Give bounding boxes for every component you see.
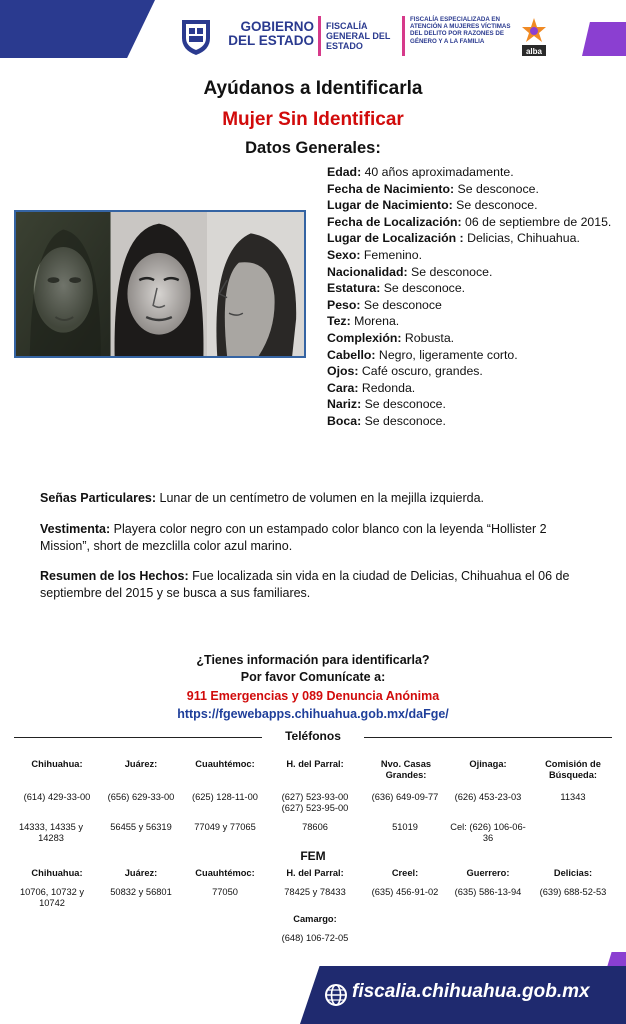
phone-header: Comisión de Búsqueda: <box>545 759 601 780</box>
phone-cell: 56455 y 56319 <box>110 822 172 832</box>
data-row-lugar-nacimiento <box>327 197 613 214</box>
phone-header: Juárez: <box>124 759 158 769</box>
data-value: 06 de septiembre de 2015. <box>461 214 612 229</box>
fem-cell: (639) 688-52-53 <box>539 887 607 897</box>
data-value: Se desconoce. <box>454 181 539 196</box>
fem-cell: (635) 586-13-94 <box>454 887 522 897</box>
data-label: Peso: <box>327 297 361 312</box>
phone-cell: 14333, 14335 y 14283 <box>18 822 84 843</box>
data-value: Se desconoce. <box>361 397 446 412</box>
general-data-list <box>327 164 613 430</box>
data-value: 40 años aproximadamente. <box>361 165 514 179</box>
report-url-link[interactable]: https://fgewebapps.chihuahua.gob.mx/daFge/ <box>177 707 449 721</box>
data-value: Se desconoce <box>360 297 442 312</box>
resumen-label: Resumen de los Hechos: <box>40 569 189 583</box>
data-value: Se desconoce. <box>407 264 493 279</box>
fem-header: H. del Parral: <box>286 868 344 878</box>
gov-title: GOBIERNO DEL ESTADO <box>228 19 314 48</box>
data-row-nariz <box>327 396 613 413</box>
page-title: Ayúdanos a Identificarla <box>203 78 423 99</box>
phone-header: Nvo. Casas Grandes: <box>380 759 432 780</box>
senas-label: Señas Particulares: <box>40 491 157 505</box>
senas-paragraph <box>40 490 595 507</box>
section-title: Datos Generales: <box>245 139 381 157</box>
phone-cell: 51019 <box>392 822 418 832</box>
alba-label: alba <box>525 47 543 56</box>
vestimenta-value: Playera color negro con un estampado color blanco con la leyenda “Hollister 2 Mission”, short de mezclilla color azul marino. <box>40 522 547 553</box>
forensic-sketches-image <box>14 210 306 358</box>
phone-cell: (614) 429-33-00 <box>23 792 91 802</box>
fem-header-camargo: Camargo: <box>293 914 337 924</box>
header-divider <box>402 16 405 56</box>
data-label: Lugar de Localización : <box>327 231 464 246</box>
state-shield-icon <box>178 14 214 56</box>
data-row-fecha-nacimiento <box>327 181 613 198</box>
data-row-estatura <box>327 280 613 297</box>
phone-cell: (627) 523-93-00 (627) 523-95-00 <box>281 792 349 813</box>
contact-call: Por favor Comunícate a: <box>240 670 386 684</box>
data-row-cara <box>327 380 613 397</box>
data-label: Nariz: <box>327 397 362 412</box>
fem-cell: 78425 y 78433 <box>284 887 346 897</box>
fem-header: Guerrero: <box>466 868 510 878</box>
phone-header: Chihuahua: <box>31 759 83 769</box>
data-label: Edad: <box>327 165 362 179</box>
data-label: Estatura: <box>327 281 381 296</box>
data-value: Delicias, Chihuahua. <box>463 231 580 246</box>
phone-header: H. del Parral: <box>286 759 344 769</box>
emergency-numbers: 911 Emergencias y 089 Denuncia Anónima <box>186 689 440 703</box>
data-row-lugar-localizacion <box>327 230 613 247</box>
header-corner-decoration-left <box>0 0 155 58</box>
data-label: Boca: <box>327 413 362 428</box>
contact-question: ¿Tienes información para identificarla? <box>196 653 430 667</box>
phone-cell: (636) 649-09-77 <box>371 792 439 802</box>
data-value: Se desconoce. <box>380 281 466 296</box>
data-row-sexo <box>327 247 613 264</box>
fem-header: Juárez: <box>124 868 158 878</box>
footer-website-link[interactable]: fiscalia.chihuahua.gob.mx <box>352 981 590 1002</box>
data-value: Café oscuro, grandes. <box>358 364 483 379</box>
page-subtitle: Mujer Sin Identificar <box>222 109 404 130</box>
fge-title: FISCALÍA GENERAL DEL ESTADO <box>326 21 391 51</box>
data-value: Redonda. <box>358 380 416 395</box>
phone-cell: Cel: (626) 106-06-36 <box>450 822 526 843</box>
data-value: Se desconoce. <box>452 198 538 213</box>
data-label: Cabello: <box>327 347 376 362</box>
data-label: Nacionalidad: <box>327 264 408 279</box>
data-value: Se desconoce. <box>361 413 446 428</box>
data-row-peso <box>327 297 613 314</box>
vestimenta-paragraph <box>40 521 595 554</box>
fem-cell-camargo: (648) 106-72-05 <box>281 933 349 943</box>
phone-cell: 78606 <box>302 822 328 832</box>
resumen-value: Fue localizada sin vida en la ciudad de Delicias, Chihuahua el 06 de septiembre del 2015 y se busca a sus familiares. <box>40 569 570 600</box>
phone-header: Cuauhtémoc: <box>195 759 255 769</box>
data-label: Cara: <box>327 380 359 395</box>
fem-header: Cuauhtémoc: <box>195 868 255 878</box>
fem-cell: 10706, 10732 y 10742 <box>19 887 85 908</box>
data-label: Sexo: <box>327 247 361 262</box>
divider-line <box>364 737 612 738</box>
data-label: Ojos: <box>327 364 359 379</box>
phone-cell: (625) 128-11-00 <box>192 792 258 802</box>
data-row-edad <box>327 164 613 181</box>
header-corner-decoration-right <box>582 22 626 56</box>
data-label: Tez: <box>327 314 351 329</box>
data-row-fecha-localizacion <box>327 214 613 231</box>
data-value: Femenino. <box>360 247 423 262</box>
resumen-paragraph <box>40 568 595 601</box>
fem-title: FEM <box>300 849 326 863</box>
data-row-tez <box>327 313 613 330</box>
fem-header: Chihuahua: <box>31 868 83 878</box>
data-row-nacionalidad <box>327 264 613 281</box>
phone-cell: (626) 453-23-03 <box>454 792 522 802</box>
phone-cell: 11343 <box>560 792 586 802</box>
data-value: Robusta. <box>401 330 455 345</box>
data-row-boca <box>327 413 613 430</box>
phone-header: Ojinaga: <box>469 759 507 769</box>
senas-value: Lunar de un centímetro de volumen en la mejilla izquierda. <box>156 491 485 505</box>
data-value: Morena. <box>350 314 400 329</box>
unit-title: FISCALÍA ESPECIALIZADA EN ATENCIÓN A MUJERES VÍCTIMAS DEL DELITO POR RAZONES DE GÉNERO Y A LA FAMILIA <box>410 16 511 45</box>
fem-cell: (635) 456-91-02 <box>371 887 439 897</box>
header-divider <box>318 16 321 56</box>
fem-cell: 77050 <box>212 887 238 897</box>
data-row-complexion <box>327 330 613 347</box>
phone-cell: (656) 629-33-00 <box>107 792 175 802</box>
phone-cell: 77049 y 77065 <box>194 822 256 832</box>
fem-header: Delicias: <box>553 868 593 878</box>
data-row-ojos <box>327 363 613 380</box>
data-value: Negro, ligeramente corto. <box>375 347 518 362</box>
data-label: Lugar de Nacimiento: <box>327 198 453 213</box>
alba-logo <box>521 15 547 57</box>
data-label: Fecha de Nacimiento: <box>327 181 455 196</box>
globe-icon <box>324 983 348 1007</box>
data-row-cabello <box>327 347 613 364</box>
data-label: Complexión: <box>327 330 402 345</box>
fem-cell: 50832 y 56801 <box>110 887 172 897</box>
data-label: Fecha de Localización: <box>327 214 462 229</box>
vestimenta-label: Vestimenta: <box>40 522 111 536</box>
fem-header: Creel: <box>391 868 419 878</box>
phones-title: Teléfonos <box>285 729 341 743</box>
